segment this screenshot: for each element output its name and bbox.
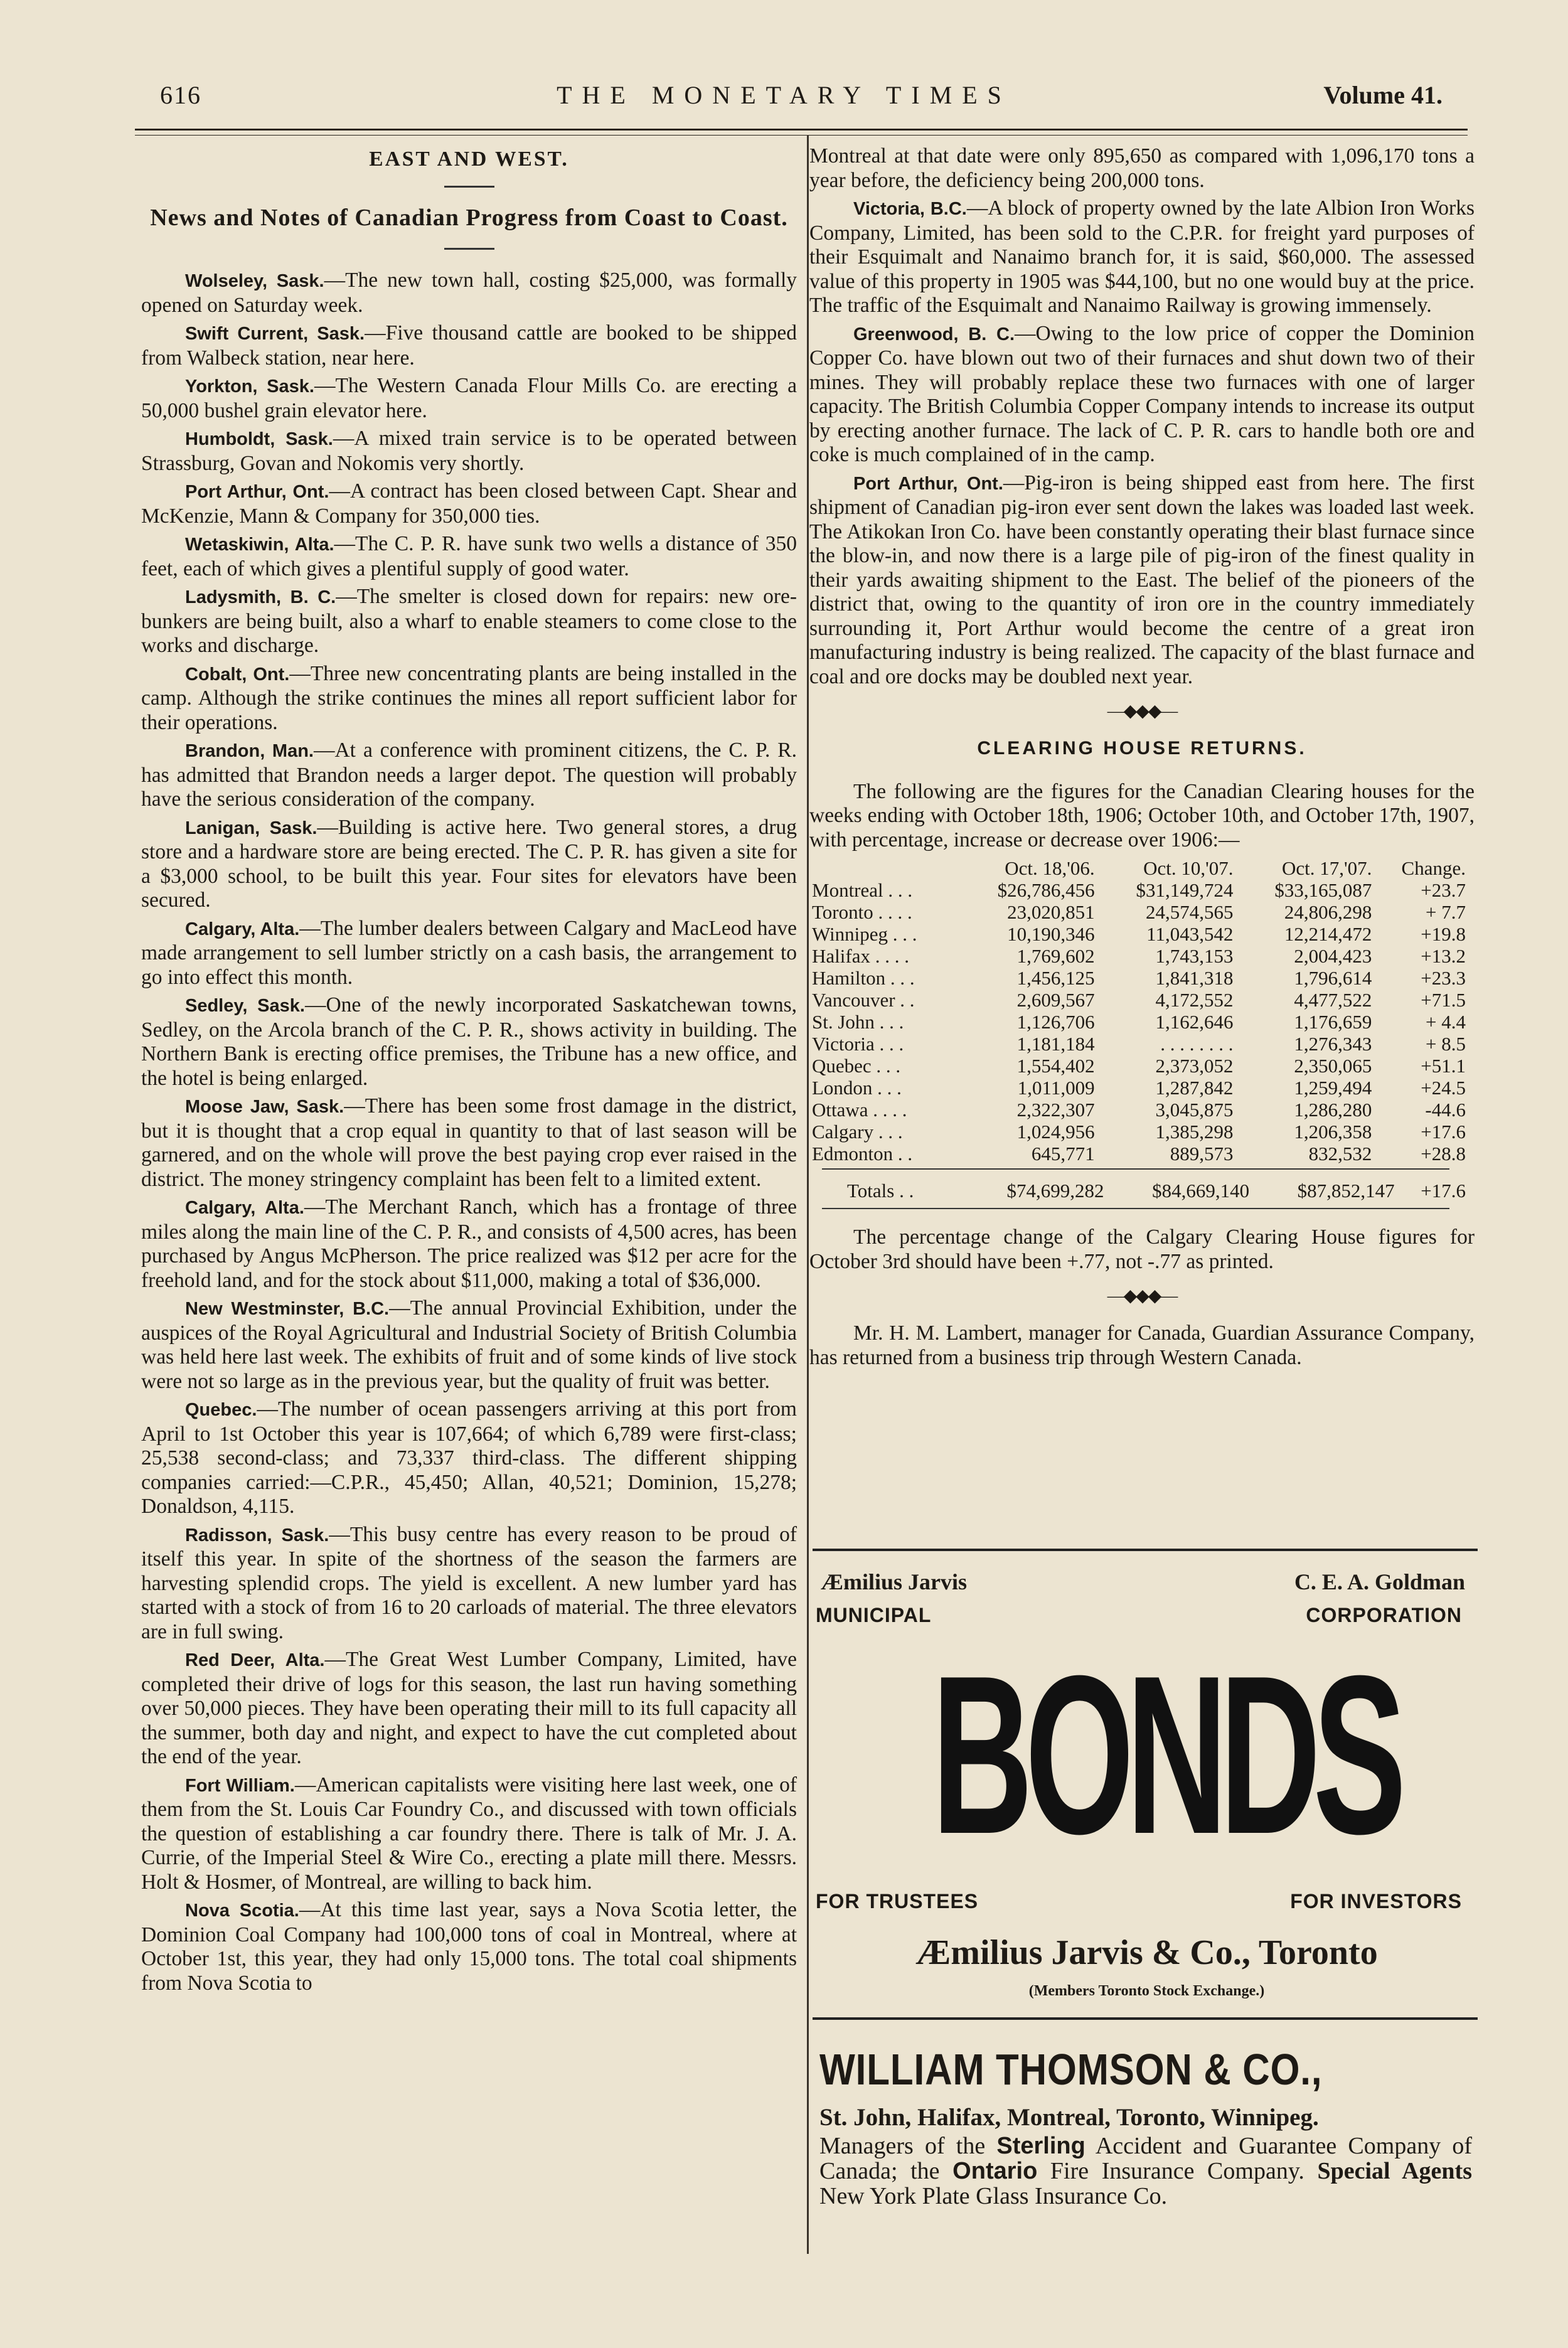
bonds-display-word: BONDS xyxy=(932,1629,1399,1881)
item-text: —The lumber dealers between Calgary and MacLeod have made arrangement to sell lumber strictly on a cash basis, the arrangement to go into effect this month. xyxy=(141,916,797,989)
value-cell: 1,287,842 xyxy=(1155,1077,1234,1099)
news-item xyxy=(141,1296,797,1394)
value-cell: +23.7 xyxy=(1421,879,1466,901)
calgary-note: The percentage change of the Calgary Clearing House figures for October 3rd should have been +.77, not -.77 as printed. xyxy=(809,1225,1475,1273)
special-agents-label: Special Agents xyxy=(1317,2158,1473,2184)
title-rule xyxy=(444,186,494,188)
place-name: Nova Scotia. xyxy=(185,1901,299,1921)
ad-left-name: Æmilius Jarvis xyxy=(821,1569,968,1594)
value-cell: 1,385,298 xyxy=(1155,1121,1234,1143)
value-cell: +71.5 xyxy=(1421,989,1466,1011)
item-text: —Three new concentrating plants are being installed in the camp. Although the strike continues the mines all report sufficient labor for their operations. xyxy=(141,661,797,734)
place-name: Lanigan, Sask. xyxy=(185,818,317,838)
managers-text-3: Fire Insurance Company. xyxy=(1037,2158,1304,2184)
value-cell: 832,532 xyxy=(1308,1143,1372,1165)
value-cell: 1,286,280 xyxy=(1294,1099,1372,1121)
item-text: —A block of property owned by the late Albion Iron Works Company, Limited, has been sold to the C.P.R. for freight yard purposes of their Esquimalt and Nanaimo branch for, it is said, $60,000. The assessed value of this property in 1905 was $44,100, but no one would buy at the price. The traffic of the Esquimalt and Nanaimo Railway is growing immensely. xyxy=(809,196,1475,317)
subtitle-rule xyxy=(444,248,494,250)
news-item xyxy=(141,1773,797,1895)
place-name: Calgary, Alta. xyxy=(185,1198,304,1218)
value-cell: 23,020,851 xyxy=(1007,901,1095,923)
for-investors-label: FOR INVESTORS xyxy=(1290,1890,1462,1913)
place-name: Yorkton, Sask. xyxy=(185,376,314,397)
news-item xyxy=(141,1397,797,1519)
item-text: —This busy centre has every reason to be proud of itself this year. In spite of the shortness of the season the farmers are harvesting splendid crops. The yield is excellent. A new lumber yard has started with a stock of from 16 to 20 carloads of material. The three elevators are in full swing. xyxy=(141,1522,797,1643)
table-row xyxy=(809,1011,1468,1033)
place-name: Red Deer, Alta. xyxy=(185,1650,325,1670)
item-text: —One of the newly incorporated Saskatchewan towns, Sedley, on the Arcola branch of the C. P. R., shows activity in building. The Northern Bank is erecting office premises, the Tribune has a new office, and the hotel is being enlarged. xyxy=(141,993,797,1090)
value-cell: + 7.7 xyxy=(1426,901,1466,923)
continued-text: Montreal at that date were only 895,650 as compared with 1,096,170 tons a year before, the deficiency being 200,000 tons. xyxy=(809,144,1475,192)
item-text: —Pig-iron is being shipped east from here. The first shipment of Canadian pig-iron ever sent down the lakes was loaded last week. The Atikokan Iron Co. have been constantly operating their blast furnace since the blow-in, and now there is a large pile of pig-iron of the finest quality in their yards awaiting shipment to the East. The belief of the pioneers of the district that, owing to the quantity of iron ore in the country immediately surrounding it, Port Arthur would become the centre of a great iron manufacturing industry is being realized. The capacity of the blast furnace and coal and ore docks may be doubled next year. xyxy=(809,471,1475,688)
lambert-note: Mr. H. M. Lambert, manager for Canada, Guardian Assurance Company, has returned from a business trip through Western Canada. xyxy=(809,1321,1475,1369)
news-items-right xyxy=(809,196,1475,689)
table-header-row xyxy=(809,857,1468,879)
news-item xyxy=(141,427,797,476)
value-cell: 24,806,298 xyxy=(1284,901,1372,923)
value-cell: 1,769,602 xyxy=(1016,945,1095,967)
firm-name: Æmilius Jarvis & Co., Toronto xyxy=(915,1933,1378,1972)
thomson-title: WILLIAM THOMSON & CO., xyxy=(819,2045,1323,2094)
value-cell: 1,796,614 xyxy=(1294,967,1372,989)
item-text: —American capitalists were visiting here last week, one of them from the St. Louis Car Foundry Co., and discussed with town officials the question of establishing a car foundry there. There is talk of Mr. J. A. Currie, of the Imperial Steel & Wire Co., erecting a plate mill there. Messrs. Holt & Hosmer, of Montreal, are willing to back him. xyxy=(141,1773,797,1894)
for-trustees-label: FOR TRUSTEES xyxy=(816,1890,979,1913)
news-item xyxy=(141,269,797,318)
value-cell: 1,206,358 xyxy=(1294,1121,1372,1143)
place-name: Swift Current, Sask. xyxy=(185,324,365,344)
place-name: Cobalt, Ont. xyxy=(185,664,290,685)
value-cell: 2,373,052 xyxy=(1155,1055,1234,1077)
table-row xyxy=(809,967,1468,989)
clearing-title: CLEARING HOUSE RETURNS. xyxy=(977,738,1307,759)
totals-table xyxy=(809,1170,1468,1202)
value-cell: 1,743,153 xyxy=(1155,945,1234,967)
municipal-label: MUNICIPAL xyxy=(816,1604,932,1626)
table-row xyxy=(809,989,1468,1011)
place-name: Victoria, B.C. xyxy=(853,199,967,219)
value-cell: 1,841,318 xyxy=(1155,967,1234,989)
city-cell: Victoria . . . xyxy=(812,1033,904,1055)
city-cell: Montreal . . . xyxy=(812,879,913,901)
item-text: —The C. P. R. have sunk two wells a distance of 350 feet, each of which gives a plentiful supply of good water. xyxy=(141,532,797,580)
journal-title: THE MONETARY TIMES xyxy=(557,81,1011,109)
place-name: Wetaskiwin, Alta. xyxy=(185,535,334,555)
value-cell: 11,043,542 xyxy=(1146,923,1234,945)
ontario-label: Ontario xyxy=(952,2158,1038,2184)
ornament-divider: —◆◆◆— xyxy=(1107,702,1177,721)
value-cell: 2,004,423 xyxy=(1294,945,1372,967)
value-cell: 1,011,009 xyxy=(1017,1077,1095,1099)
news-item xyxy=(141,739,797,812)
city-cell: Toronto . . . . xyxy=(812,901,912,923)
value-cell: $26,786,456 xyxy=(997,879,1095,901)
managers-text-2: Accident and Guarantee Company of Canada; the xyxy=(819,2133,1472,2184)
news-item xyxy=(809,196,1475,318)
table-row xyxy=(809,1055,1468,1077)
table-row xyxy=(809,923,1468,945)
header-rule xyxy=(135,129,1468,131)
city-cell: London . . . xyxy=(812,1077,902,1099)
news-item xyxy=(141,993,797,1091)
item-text: —At this time last year, says a Nova Scotia letter, the Dominion Coal Company had 100,000 tons of coal in Montreal, where at October 1st, this year, they had only 15,000 tons. The total coal shipments from Nova Scotia to xyxy=(141,1898,797,1995)
column-header: Oct. 17,'07. xyxy=(1281,857,1372,879)
item-text: —A contract has been closed between Capt. Shear and McKenzie, Mann & Company for 350,000 ties. xyxy=(141,479,797,528)
news-item xyxy=(141,1523,797,1645)
right-column xyxy=(809,144,1475,1370)
value-cell: 1,176,659 xyxy=(1294,1011,1372,1033)
column-divider xyxy=(807,135,809,2254)
item-text: —The new town hall, costing $25,000, was formally opened on Saturday week. xyxy=(141,269,797,317)
ad-rule-top xyxy=(813,1549,1478,1551)
page-number: 616 xyxy=(160,81,201,109)
value-cell: 1,181,184 xyxy=(1016,1033,1095,1055)
item-text: —Owing to the low price of copper the Dominion Copper Co. have blown out two of their furnaces and shut down two of their mines. They will probably replace these two furnaces with one of larger capacity. The British Columbia Copper Company intends to increase its output by erecting another furnace. The lack of C. P. R. cars to handle both ore and coke is much complained of in the camp. xyxy=(809,321,1475,466)
value-cell: 1,024,956 xyxy=(1016,1121,1095,1143)
item-text: —At a conference with prominent citizens, the C. P. R. has admitted that Brandon needs a larger depot. The question will probably have the serious consideration of the company. xyxy=(141,739,797,811)
clearing-table xyxy=(809,857,1468,1165)
item-text: —The number of ocean passengers arriving at this port from April to 1st October this year is 107,664; of which 6,789 were first-class; 25,538 second-class; and 73,337 third-class. The different shipping companies carried:—C.P.R., 45,450; Allan, 40,521; Dominion, 15,278; Donaldson, 4,115. xyxy=(141,1397,797,1518)
value-cell: 4,477,522 xyxy=(1294,989,1372,1011)
news-item xyxy=(141,532,797,581)
value-cell: 2,609,567 xyxy=(1016,989,1095,1011)
item-text: —Five thousand cattle are booked to be shipped from Walbeck station, near here. xyxy=(141,321,797,370)
place-name: Moose Jaw, Sask. xyxy=(185,1097,344,1117)
value-cell: 24,574,565 xyxy=(1145,901,1234,923)
value-cell: $31,149,724 xyxy=(1136,879,1234,901)
section-subtitle: News and Notes of Canadian Progress from Coast to Coast. xyxy=(150,205,788,231)
news-item xyxy=(141,1898,797,1995)
totals-label: Totals . . xyxy=(847,1180,914,1202)
ornament-divider-2: —◆◆◆— xyxy=(1107,1286,1177,1306)
place-name: Greenwood, B. C. xyxy=(853,324,1015,344)
city-cell: St. John . . . xyxy=(812,1011,904,1033)
special-agents-text: New York Plate Glass Insurance Co. xyxy=(819,2183,1168,2209)
totals-rule-bottom xyxy=(822,1208,1449,1209)
value-cell: 2,322,307 xyxy=(1016,1099,1095,1121)
value-cell: 2,350,065 xyxy=(1294,1055,1372,1077)
table-row xyxy=(809,1143,1468,1165)
news-item xyxy=(141,917,797,990)
table-row xyxy=(809,879,1468,901)
table-row xyxy=(809,1121,1468,1143)
column-header: Oct. 10,'07. xyxy=(1143,857,1234,879)
value-cell: 10,190,346 xyxy=(1007,923,1095,945)
value-cell: + 4.4 xyxy=(1426,1011,1466,1033)
totals-cell: $84,669,140 xyxy=(1152,1180,1250,1202)
news-item xyxy=(141,816,797,913)
value-cell: 3,045,875 xyxy=(1155,1099,1234,1121)
news-item xyxy=(141,374,797,423)
place-name: Calgary, Alta. xyxy=(185,919,300,939)
item-text: —A mixed train service is to be operated between Strassburg, Govan and Nokomis very shortly. xyxy=(141,427,797,475)
value-cell: 12,214,472 xyxy=(1284,923,1372,945)
thomson-cities: St. John, Halifax, Montreal, Toronto, Winnipeg. xyxy=(819,2104,1319,2131)
value-cell: . . . . . . . . xyxy=(1160,1033,1234,1055)
members-note: (Members Toronto Stock Exchange.) xyxy=(1028,1983,1265,1999)
value-cell: 1,259,494 xyxy=(1294,1077,1372,1099)
news-items xyxy=(141,269,797,1995)
table-row xyxy=(809,945,1468,967)
item-text: —The smelter is closed down for repairs: new ore-bunkers are being built, also a wharf to enable steamers to come close to the works and discharge. xyxy=(141,585,797,657)
volume-label: Volume 41. xyxy=(1323,81,1443,109)
totals-cell: +17.6 xyxy=(1421,1180,1466,1202)
place-name: Fort William. xyxy=(185,1775,295,1796)
value-cell: -44.6 xyxy=(1425,1099,1466,1121)
city-cell: Quebec . . . xyxy=(812,1055,901,1077)
table-row xyxy=(809,1099,1468,1121)
table-row xyxy=(809,901,1468,923)
item-text: —Building is active here. Two general stores, a drug store and a hardware store are being erected. The C. P. R. has given a site for a $3,000 school, to be built this year. Four sites for elevators have been secured. xyxy=(141,815,797,912)
city-cell: Calgary . . . xyxy=(812,1121,903,1143)
city-cell: Vancouver . . xyxy=(812,989,915,1011)
value-cell: 1,456,125 xyxy=(1016,967,1095,989)
item-text: —The Great West Lumber Company, Limited, have completed their drive of logs for this season, the last run having something over 50,000 pieces. They have been operating their mill to its full capacity all the summer, both day and night, and expect to have the cut completed about the end of the year. xyxy=(141,1648,797,1768)
item-text: —There has been some frost damage in the district, but it is thought that a crop equal in quantity to that of last season will be garnered, and on the whole will prove the best paying crop ever raised in the district. The money stringency complaint has been felt to a limited extent. xyxy=(141,1094,797,1191)
totals-cell: $87,852,147 xyxy=(1297,1180,1395,1202)
table-row xyxy=(809,1033,1468,1055)
header-rule-thin xyxy=(135,135,1468,136)
news-item xyxy=(141,662,797,735)
news-item xyxy=(141,1648,797,1769)
news-item xyxy=(141,1195,797,1293)
place-name: Radisson, Sask. xyxy=(185,1525,329,1545)
clearing-intro: The following are the figures for the Canadian Clearing houses for the weeks ending with October 18th, 1906; October 10th, and October 17th, 1907, with percentage, increase or decrease over 1906:— xyxy=(809,779,1475,851)
value-cell: +23.3 xyxy=(1421,967,1466,989)
place-name: Quebec. xyxy=(185,1400,257,1420)
ad-right-name: C. E. A. Goldman xyxy=(1294,1569,1465,1594)
value-cell: 4,172,552 xyxy=(1155,989,1234,1011)
place-name: Sedley, Sask. xyxy=(185,996,305,1016)
city-cell: Ottawa . . . . xyxy=(812,1099,907,1121)
value-cell: 1,554,402 xyxy=(1016,1055,1095,1077)
city-cell: Edmonton . . xyxy=(812,1143,913,1165)
place-name: Port Arthur, Ont. xyxy=(853,473,1003,494)
place-name: New Westminster, B.C. xyxy=(185,1299,390,1319)
value-cell: + 8.5 xyxy=(1426,1033,1466,1055)
value-cell: +19.8 xyxy=(1421,923,1466,945)
value-cell: 1,276,343 xyxy=(1294,1033,1372,1055)
managers-text: Managers of the xyxy=(819,2133,997,2159)
totals-cell: $74,699,282 xyxy=(1006,1180,1104,1202)
column-header: Change. xyxy=(1401,857,1466,879)
column-header: Oct. 18,'06. xyxy=(1005,857,1095,879)
section-title: EAST AND WEST. xyxy=(369,147,569,171)
city-cell: Winnipeg . . . xyxy=(812,923,917,945)
news-item xyxy=(809,471,1475,690)
left-column xyxy=(141,144,797,1999)
value-cell: +17.6 xyxy=(1421,1121,1466,1143)
city-cell: Hamilton . . . xyxy=(812,967,915,989)
news-item xyxy=(141,1094,797,1192)
news-item xyxy=(141,321,797,370)
news-item xyxy=(141,479,797,528)
column-header xyxy=(809,857,959,879)
news-item xyxy=(809,322,1475,467)
value-cell: 1,126,706 xyxy=(1016,1011,1095,1033)
news-item xyxy=(141,585,797,658)
sterling-label: Sterling xyxy=(996,2133,1085,2159)
item-text: —The Western Canada Flour Mills Co. are erecting a 50,000 bushel grain elevator here. xyxy=(141,374,797,422)
item-text: —The annual Provincial Exhibition, under the auspices of the Royal Agricultural and Industrial Society of British Columbia was held here last week. The exhibits of fruit and of some kinds of live stock were not so large as in the previous year, but the quality of fruit was better. xyxy=(141,1296,797,1393)
table-row xyxy=(809,1077,1468,1099)
place-name: Brandon, Man. xyxy=(185,741,314,761)
value-cell: 1,162,646 xyxy=(1155,1011,1234,1033)
place-name: Humboldt, Sask. xyxy=(185,429,333,449)
value-cell: +28.8 xyxy=(1421,1143,1466,1165)
thomson-managers xyxy=(819,2133,1472,2209)
value-cell: +51.1 xyxy=(1421,1055,1466,1077)
totals-row xyxy=(809,1170,1468,1202)
value-cell: +24.5 xyxy=(1421,1077,1466,1099)
place-name: Wolseley, Sask. xyxy=(185,271,324,291)
place-name: Ladysmith, B. C. xyxy=(185,587,336,607)
value-cell: 889,573 xyxy=(1170,1143,1234,1165)
value-cell: $33,165,087 xyxy=(1274,879,1372,901)
value-cell: +13.2 xyxy=(1421,945,1466,967)
value-cell: 645,771 xyxy=(1031,1143,1095,1165)
item-text: —The Merchant Ranch, which has a frontage of three miles along the main line of the C. P. R., and consists of 4,500 acres, has been purchased by Angus McPherson. The price realized was $12 per acre for the freehold land, and for the stock about $11,000, making a total of $36,000. xyxy=(141,1195,797,1292)
place-name: Port Arthur, Ont. xyxy=(185,482,329,502)
city-cell: Halifax . . . . xyxy=(812,945,909,967)
ad-rule-middle xyxy=(813,2017,1478,2020)
corporation-label: CORPORATION xyxy=(1306,1604,1462,1626)
